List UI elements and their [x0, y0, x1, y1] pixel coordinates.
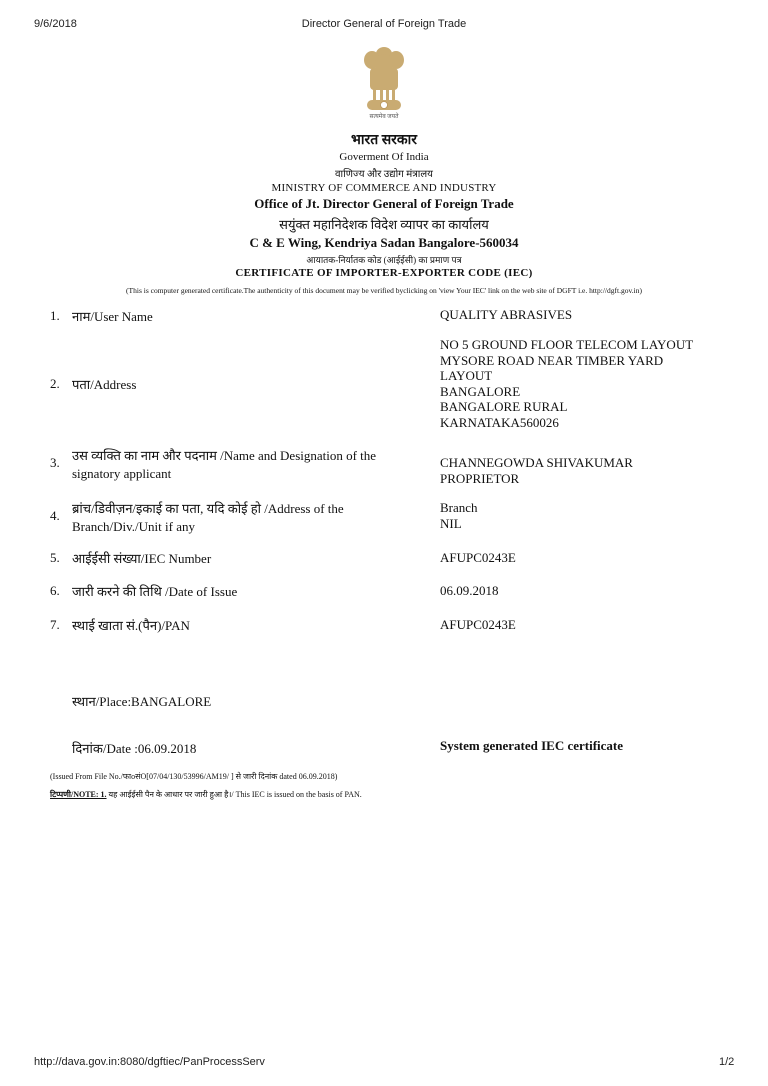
signatory-designation: PROPRIETOR	[440, 470, 520, 486]
field-value-pan: AFUPC0243E	[440, 617, 516, 632]
field-label-date-of-issue: जारी करने की तिथि /Date of Issue	[72, 584, 238, 599]
field-value-address	[440, 337, 693, 430]
field-number: 6.	[50, 583, 60, 598]
branch-line: NIL	[440, 515, 462, 531]
system-generated-label: System generated IEC certificate	[440, 738, 624, 753]
hindi-office-heading: सयुंक्त महानिदेशक विदेश व्यापर का कार्यालय	[279, 217, 489, 232]
page-number: 1/2	[719, 1056, 735, 1068]
address-line: BANGALORE	[440, 383, 521, 399]
field-label-address: पता/Address	[72, 377, 137, 392]
field-value-user-name: QUALITY ABRASIVES	[440, 307, 573, 322]
note-label: टिप्पणी/NOTE: 1.	[50, 790, 107, 799]
field-number: 7.	[50, 617, 60, 632]
print-title: Director General of Foreign Trade	[301, 18, 467, 30]
field-value-branch-address	[440, 500, 478, 531]
field-number: 1.	[50, 308, 60, 323]
field-label-user-name: नाम/User Name	[72, 309, 153, 324]
note-text: यह आईईसी पैन के आधार पर जारी हुआ है।/ This IEC is issued on the basis of PAN.	[106, 790, 362, 799]
issued-from-file: (Issued From File No./फाoसंO[07/04/130/53996/AM19/ ] से जारी दिनांक dated 06.09.2018)	[50, 772, 338, 781]
hindi-ministry-heading: वाणिज्य और उद्योग मंत्रालय	[335, 169, 433, 180]
office-heading: Office of Jt. Director General of Foreign Trade	[254, 196, 514, 211]
print-url: http://dava.gov.in:8080/dgftiec/PanProcessServ	[34, 1056, 265, 1068]
place: स्थान/Place:BANGALORE	[72, 694, 212, 709]
office-address: C & E Wing, Kendriya Sadan Bangalore-560034	[249, 235, 519, 250]
field-value-date-of-issue: 06.09.2018	[440, 583, 499, 598]
field-label-pan: स्थाई खाता सं.(पैन)/PAN	[72, 618, 190, 633]
govt-heading: Goverment Of India	[339, 151, 429, 163]
certificate-title: CERTIFICATE OF IMPORTER-EXPORTER CODE (IEC)	[235, 267, 533, 279]
national-emblem-icon	[359, 44, 409, 122]
note	[50, 789, 362, 800]
field-number: 3.	[50, 455, 60, 470]
address-line: NO 5 GROUND FLOOR TELECOM LAYOUT	[440, 337, 694, 352]
hindi-certificate-title: आयातक-निर्यातक कोड (आईईसी) का प्रमाण पत्र	[306, 255, 462, 265]
field-number: 2.	[50, 376, 60, 391]
label-line: उस व्यक्ति का नाम और पदनाम /Name and Designation of the	[72, 448, 377, 463]
branch-line: Branch	[440, 500, 478, 515]
hindi-govt-heading: भारत सरकार	[351, 133, 417, 148]
field-number: 4.	[50, 508, 60, 523]
print-date: 9/6/2018	[34, 18, 77, 30]
label-line: ब्रांच/डिवीज़न/इकाई का पता, यदि कोई हो /Address of the	[72, 501, 344, 516]
field-number: 5.	[50, 550, 60, 565]
label-line: Branch/Div./Unit if any	[72, 519, 195, 534]
signatory-name: CHANNEGOWDA SHIVAKUMAR	[440, 455, 633, 470]
ministry-heading: MINISTRY OF COMMERCE AND INDUSTRY	[271, 182, 497, 194]
address-line: BANGALORE RURAL	[440, 399, 568, 414]
field-value-iec-number: AFUPC0243E	[440, 550, 516, 565]
field-value-signatory	[440, 455, 633, 486]
field-label-iec-number: आईईसी संख्या/IEC Number	[72, 551, 212, 566]
issue-date: दिनांक/Date :06.09.2018	[72, 741, 197, 756]
label-line: signatory applicant	[72, 466, 172, 481]
field-label-signatory	[72, 447, 422, 483]
address-line: MYSORE ROAD NEAR TIMBER YARD	[440, 352, 664, 368]
emblem-motto: सत्यमेव जयते	[369, 114, 399, 120]
field-label-branch-address	[72, 500, 422, 536]
authenticity-disclaimer: (This is computer generated certificate.The authenticity of this document may be verified byclicking on 'view Your IEC' link on the web site of DGFT i.e. http://dgft.gov.in)	[126, 286, 642, 295]
address-line: KARNATAKA560026	[440, 414, 559, 430]
address-line: LAYOUT	[440, 368, 493, 383]
